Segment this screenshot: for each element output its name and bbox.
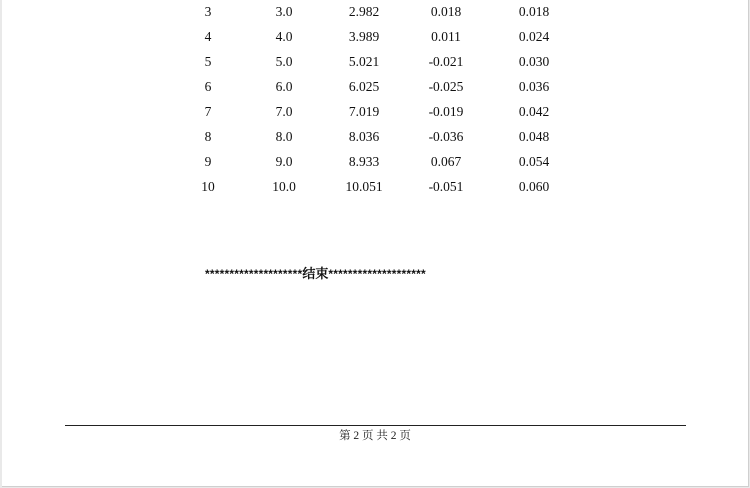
- table-cell: 5.0: [275, 54, 293, 69]
- table-cell: 9: [204, 154, 212, 169]
- table-cell: 10.051: [345, 179, 383, 194]
- table-cell: 0.067: [430, 154, 462, 169]
- table-cell: 8: [204, 129, 212, 144]
- table-row: [2, 52, 748, 72]
- table-cell: 7.0: [275, 104, 293, 119]
- footer-divider: [65, 425, 686, 426]
- table-cell: -0.019: [428, 104, 464, 119]
- table-row: [2, 2, 748, 22]
- table-row: [2, 152, 748, 172]
- table-cell: 7: [204, 104, 212, 119]
- table-cell: 0.054: [518, 154, 550, 169]
- table-cell: 3.989: [348, 29, 380, 44]
- table-cell: -0.036: [428, 129, 464, 144]
- table-cell: -0.021: [428, 54, 464, 69]
- table-row: [2, 77, 748, 97]
- table-cell: 4: [204, 29, 212, 44]
- table-cell: -0.025: [428, 79, 464, 94]
- table-cell: 3: [204, 4, 212, 19]
- table-cell: 9.0: [275, 154, 293, 169]
- table-cell: 0.036: [518, 79, 550, 94]
- end-marker: [205, 264, 426, 284]
- table-cell: 0.060: [518, 179, 550, 194]
- table-cell: 6.025: [348, 79, 380, 94]
- page-number-footer: 第 2 页 共 2 页: [339, 430, 411, 442]
- table-cell: 10.0: [272, 179, 296, 194]
- table-row: [2, 177, 748, 197]
- end-marker-stars-left: ********************: [205, 267, 303, 281]
- table-row: [2, 27, 748, 47]
- table-cell: 4.0: [275, 29, 293, 44]
- table-cell: 0.018: [518, 4, 550, 19]
- table-row: [2, 127, 748, 147]
- table-cell: 0.030: [518, 54, 550, 69]
- table-cell: 8.036: [348, 129, 380, 144]
- table-cell: -0.051: [428, 179, 464, 194]
- table-cell: 6.0: [275, 79, 293, 94]
- table-cell: 0.024: [518, 29, 550, 44]
- table-cell: 5.021: [348, 54, 380, 69]
- table-cell: 8.933: [348, 154, 380, 169]
- table-cell: 0.048: [518, 129, 550, 144]
- table-row: [2, 102, 748, 122]
- table-cell: 10: [201, 179, 215, 194]
- end-marker-stars-right: ********************: [328, 267, 426, 281]
- end-marker-word: 结束: [302, 266, 329, 281]
- table-cell: 0.042: [518, 104, 550, 119]
- table-cell: 6: [204, 79, 212, 94]
- table-cell: 3.0: [275, 4, 293, 19]
- table-cell: 0.011: [431, 29, 461, 44]
- document-page: [2, 0, 749, 487]
- table-cell: 0.018: [430, 4, 462, 19]
- table-cell: 5: [204, 54, 212, 69]
- table-cell: 8.0: [275, 129, 293, 144]
- table-cell: 2.982: [348, 4, 380, 19]
- table-cell: 7.019: [348, 104, 380, 119]
